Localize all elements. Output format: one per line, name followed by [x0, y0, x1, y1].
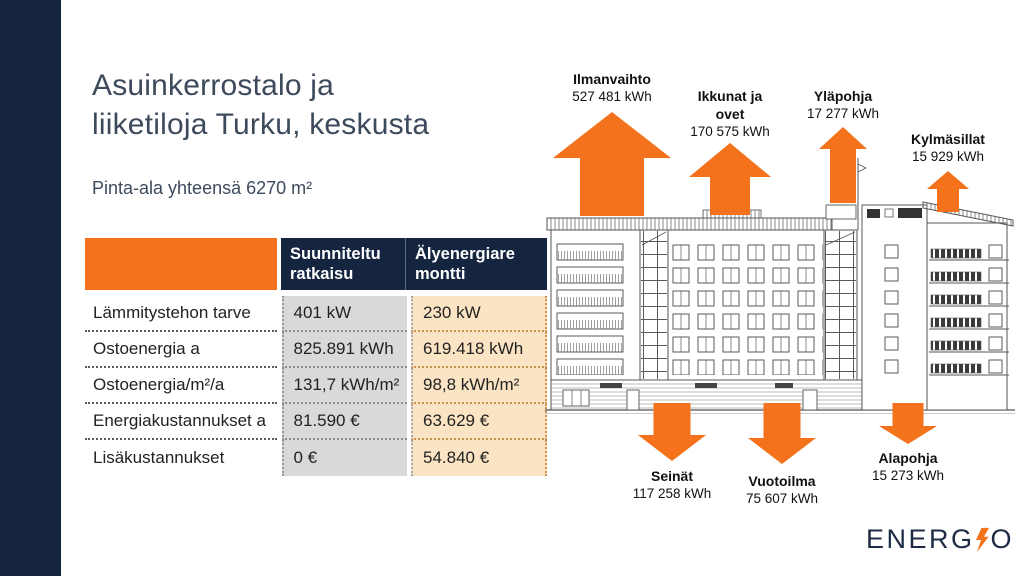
flow-value: 15 273 kWh — [871, 468, 945, 483]
down-arrow-alapohja — [879, 403, 937, 444]
flow-name: Yläpohja — [813, 88, 873, 104]
flow-value: 170 575 kWh — [690, 124, 770, 139]
flow-label-ikkunat-ja-ovet — [670, 87, 790, 140]
flow-label-ylapohja — [783, 87, 903, 122]
row-value-planned: 81.590 € — [282, 404, 407, 440]
row-value-smart: 619.418 kWh — [411, 332, 547, 368]
row-label: Lämmitystehon tarve — [85, 296, 277, 332]
row-value-smart: 54.840 € — [411, 440, 547, 476]
flow-name: Seinät — [650, 468, 693, 484]
table-header-row — [85, 238, 547, 290]
subtitle-total-area: Pinta-ala yhteensä 6270 m² — [92, 178, 313, 198]
column-header-smart-retrofit: Älyenergiare montti — [415, 245, 515, 283]
flow-value: 15 929 kWh — [911, 149, 985, 164]
energy-comparison-table — [85, 238, 547, 476]
flow-name: Vuotoilma — [748, 473, 816, 489]
up-arrow-ylapohja — [819, 127, 867, 203]
flow-value: 527 481 kWh — [572, 89, 652, 104]
flow-value: 117 258 kWh — [632, 486, 712, 501]
down-arrow-seinat — [638, 403, 706, 461]
row-label: Energiakustannukset a — [85, 404, 277, 440]
flow-value: 17 277 kWh — [806, 106, 880, 121]
flow-name: Alapohja — [878, 450, 938, 466]
logo-text-left: ENERG — [866, 523, 975, 554]
row-value-smart: 63.629 € — [411, 404, 547, 440]
page-title — [92, 66, 562, 144]
flow-label-vuotoilma — [712, 472, 852, 507]
table-body — [85, 296, 547, 476]
flow-name: Ilmanvaihto — [573, 71, 651, 87]
up-arrow-ikkunat-ja-ovet — [689, 143, 771, 215]
table-header-spacer — [85, 238, 277, 290]
down-arrow-vuotoilma — [748, 403, 816, 464]
flow-value: 75 607 kWh — [745, 491, 819, 506]
lightning-bolt-icon — [975, 527, 990, 553]
up-arrow-kylmasillat — [927, 171, 969, 212]
column-header-planned: Suunniteltu ratkaisu — [281, 238, 406, 290]
flow-label-alapohja — [838, 449, 978, 484]
table-header-columns — [281, 238, 547, 290]
row-value-smart: 230 kW — [411, 296, 547, 332]
row-value-planned: 0 € — [282, 440, 407, 476]
energio-logo — [866, 524, 1014, 554]
row-value-smart: 98,8 kWh/m² — [411, 368, 547, 404]
row-label: Ostoenergia a — [85, 332, 277, 368]
left-accent-bar — [0, 0, 61, 576]
flow-name: Ikkunat ja ovet — [697, 88, 763, 122]
logo-text-right: O — [990, 523, 1015, 554]
flow-name: Kylmäsillat — [911, 131, 985, 147]
flow-label-kylmasillat — [888, 130, 1008, 165]
row-value-planned: 825.891 kWh — [282, 332, 407, 368]
page-title-line1: Asuinkerrostalo ja — [92, 69, 335, 102]
page-title-line2: liiketiloja Turku, keskusta — [92, 108, 430, 141]
up-arrow-ilmanvaihto — [553, 112, 671, 216]
row-label: Lisäkustannukset — [93, 448, 225, 467]
row-value-planned: 131,7 kWh/m² — [282, 368, 407, 404]
row-label: Ostoenergia/m²/a — [85, 368, 277, 404]
row-value-planned: 401 kW — [282, 296, 407, 332]
